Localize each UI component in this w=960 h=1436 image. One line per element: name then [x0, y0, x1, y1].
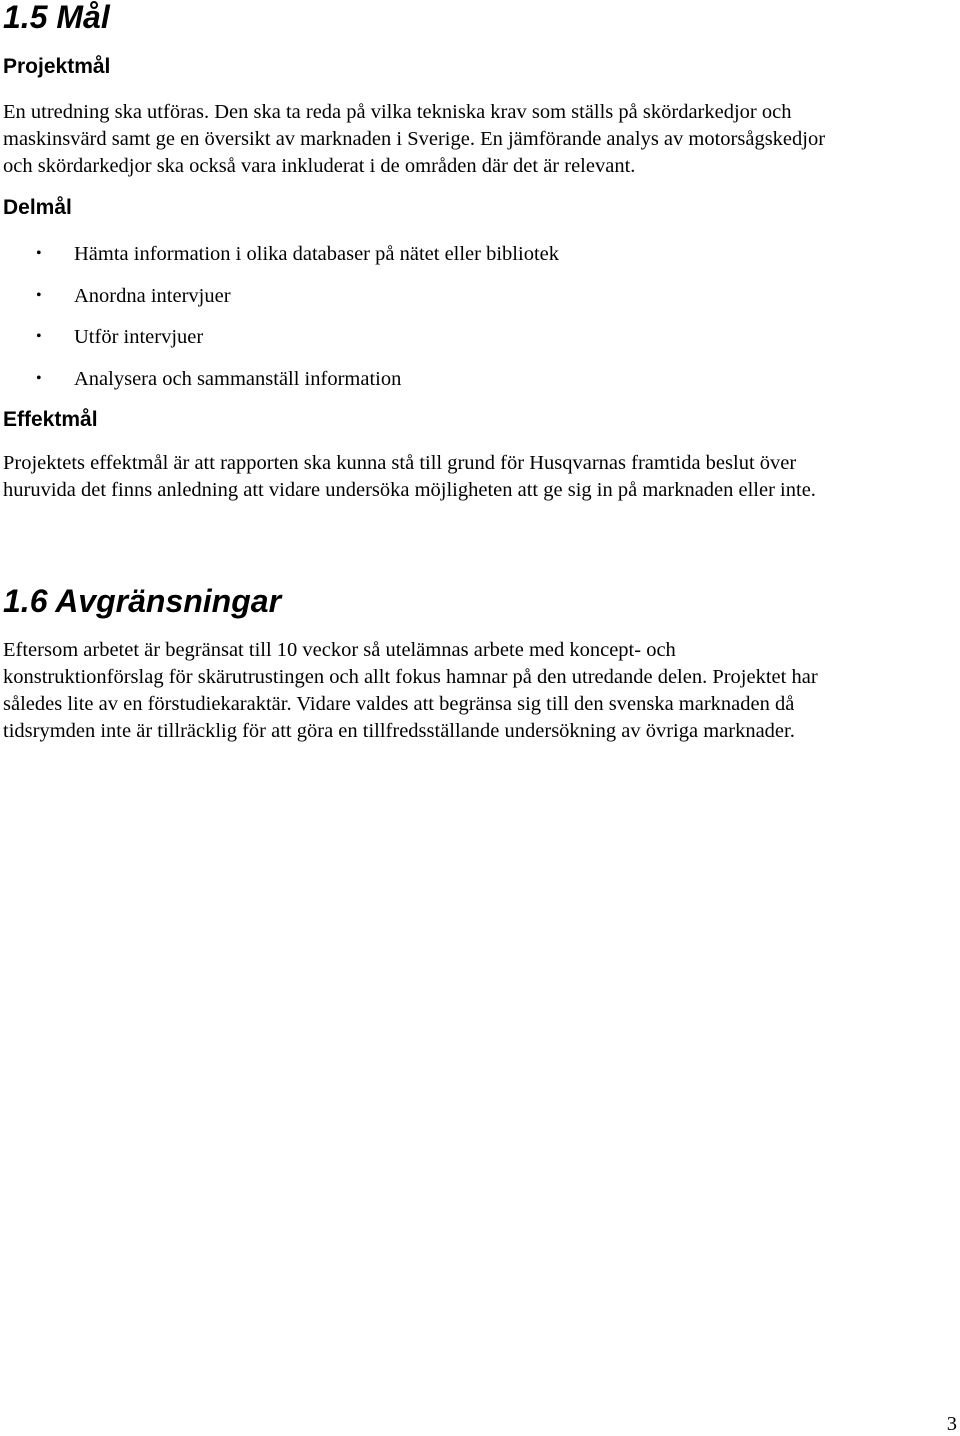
subheading-delmal: Delmål	[3, 196, 72, 219]
list-item-text: Utför intervjuer	[74, 326, 204, 348]
paragraph-line: konstruktionförslag för skärutrustingen och allt fokus hamnar på den utredande delen. Projektet har	[3, 666, 818, 688]
effektmal-paragraph	[3, 450, 958, 504]
paragraph-line: Eftersom arbetet är begränsat till 10 veckor så utelämnas arbete med koncept- och	[3, 639, 676, 661]
paragraph-line: maskinsvärd samt ge en översikt av marknaden i Sverige. En jämförande analys av motorsågskedjor	[3, 128, 826, 150]
paragraph-line: och skördarkedjor ska också vara inkluderat i de områden där det är relevant.	[3, 155, 636, 177]
paragraph-line: huruvida det finns anledning att vidare undersöka möjligheten att ge sig in på marknaden eller inte.	[3, 479, 816, 501]
avgransningar-paragraph	[3, 637, 958, 745]
paragraph-line: tidsrymden inte är tillräcklig för att göra en tillfredsställande undersökning av övriga marknader.	[3, 720, 795, 742]
section-heading-avgransningar: 1.6 Avgränsningar	[3, 583, 282, 619]
projektmal-paragraph	[3, 99, 958, 180]
list-item-text: Hämta information i olika databaser på nätet eller bibliotek	[74, 243, 559, 265]
subheading-effektmal: Effektmål	[3, 408, 98, 431]
section-heading-mal: 1.5 Mål	[3, 0, 110, 35]
paragraph-line: Projektets effektmål är att rapporten ska kunna stå till grund för Husqvarnas framtida beslut över	[3, 452, 797, 474]
subheading-projektmal: Projektmål	[3, 55, 111, 78]
list-item-text: Analysera och sammanställ information	[74, 367, 402, 390]
bullet-icon: •	[36, 369, 42, 387]
bullet-icon: •	[36, 328, 42, 345]
bullet-icon: •	[36, 245, 42, 262]
list-item-text: Anordna intervjuer	[74, 284, 231, 307]
bullet-icon: •	[36, 286, 42, 304]
paragraph-line: således lite av en förstudiekaraktär. Vidare valdes att begränsa sig till den svenska marknaden då	[3, 693, 795, 715]
paragraph-line: En utredning ska utföras. Den ska ta reda på vilka tekniska krav som ställs på skördarkedjor och	[3, 101, 792, 123]
page-number: 3	[946, 1413, 957, 1435]
